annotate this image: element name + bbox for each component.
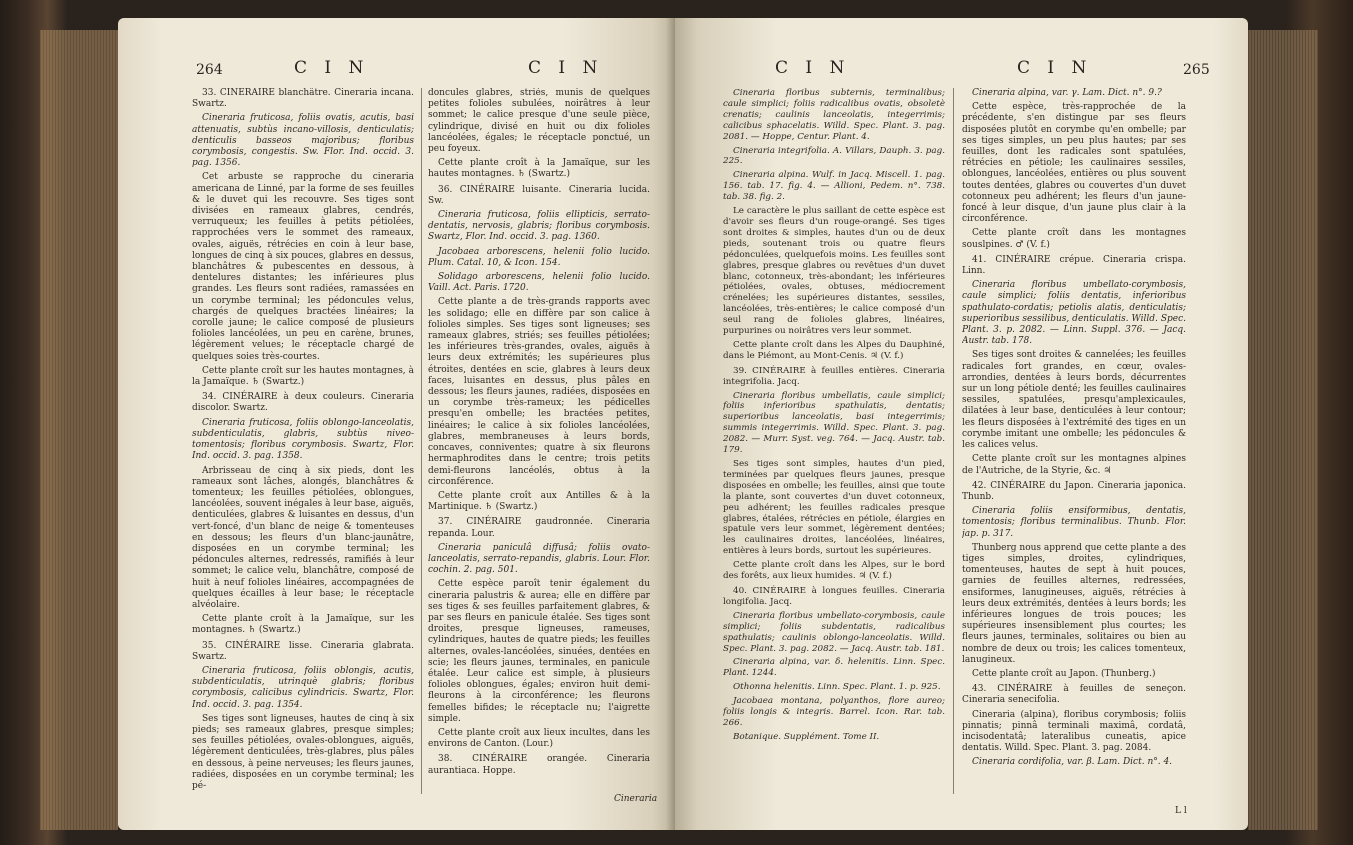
paragraph: Cineraria fruticosa, foliis oblongo-lanceolatis, subdenticulatis, glabris, subtùs niveo-tomentosis; floribus corymbosis. Swartz, Flor. Ind. occid. 3. pag. 1358. — [192, 417, 414, 462]
column-rule — [421, 88, 422, 794]
paragraph: 34. CINÉRAIRE à deux couleurs. Cineraria discolor. Swartz. — [192, 392, 414, 414]
paragraph: 42. CINÉRAIRE du Japon. Cineraria japonica. Thunb. — [962, 480, 1186, 502]
paragraph: Cineraria alpina, var. γ. Lam. Dict. n°. 9.? — [972, 88, 1162, 98]
paragraph: Jacobaea montana, polyanthos, flore aureo; foliis longis & integris. Barrel. Icon. Rar. tab. 266. — [723, 696, 945, 728]
paragraph: Cette plante croît à la Jamaïque, sur les montagnes. ♄ (Swartz.) — [192, 614, 414, 636]
paragraph: Cette plante croît dans les Alpes, sur le bord des forêts, aux lieux humides. ♃ (V. f.) — [723, 560, 945, 582]
paragraph: Arbrisseau de cinq à six pieds, dont les rameaux sont lâches, alongés, blanchâtres & tomenteux; les feuilles pétiolées, oblongues, lancéolées, souvent inégales à leur base, aiguës, denticulées, glabres & luisantes en dessus, d'un vert-foncé, d'un blanc de neige & tomenteuses en dessous; les fleurs d'un blanc-jaunâtre, disposées en un corymbe terminal; les pédoncules alternes, redressés, ramifiés à leur sommet; le calice velu, blanchâtre, composé de huit à neuf folioles linéaires, accompagnées de quelques écailles à leur base; le réceptacle alvéolaire. — [192, 465, 414, 610]
paragraph: Cette plante croît sur les hautes montagnes, à la Jamaïque. ♄ (Swartz.) — [192, 365, 414, 388]
paragraph: Cineraria integrifolia. A. Villars, Dauph. 3. pag. 225. — [723, 145, 945, 167]
paragraph: Cette plante croît aux lieux incultes, dans les environs de Canton. (Lour.) — [428, 727, 650, 750]
paragraph: Le caractère le plus saillant de cette espèce est d'avoir ses fleurs d'un rouge-orangé. Ses tiges sont droites & simples, hautes d'un ou de deux pieds, soutenant trois ou quatre fleurs pédonculées, quelquefois moins. Les feuilles sont glabres, presque glabres ou revêtues d'un duvet blanc, cotonneux, très-abondant; les inférieures pétiolées, ovales, obtuses, médiocrement crénelées; les supérieures distantes, sessiles, lancéolées, très-entières; le calice composé d'un seul rang de folioles glabres, linéaires, purpurines ou noirâtres vers leur sommet. — [723, 206, 945, 337]
paragraph: Cette plante croît aux Antilles & à la Martinique. ♄ (Swartz.) — [428, 490, 650, 513]
paragraph: Thunberg nous apprend que cette plante a des tiges simples, droites, cylindriques, tomenteuses, hautes de sept à huit pouces, garnies de feuilles alternes, redressées, ensiformes, lanugineuses, aiguës, rétrécies à leurs deux extrémités, dentées à leurs bords; les inférieures longues de trois pouces; les supérieures insensiblement plus courtes; les fleurs jaunes, terminales, solitaires ou bien au nombre de deux ou trois; les calices tomenteux, lanugineux. — [962, 542, 1186, 665]
paragraph: 43. CINÉRAIRE à feuilles de seneçon. Cineraria senecifolia. — [962, 684, 1186, 706]
paragraph: Cette plante croît au Japon. (Thunberg.) — [972, 668, 1156, 679]
page-number-left: 264 — [196, 62, 223, 78]
paragraph: 38. CINÉRAIRE orangée. Cineraria aurantiaca. Hoppe. — [428, 754, 650, 776]
right-page — [675, 18, 1248, 830]
book-spread — [118, 18, 1248, 830]
column-rule — [953, 88, 954, 794]
paragraph: Cette espèce paroît tenir également du cineraria palustris & aurea; elle en diffère par ses tiges & ses feuilles parfaitement glabres, & par ses fleurs en panicule étalée. Ses tiges sont droites, presque ligneuses, rameuses, cylindriques, hautes de quatre pieds; les feuilles alternes, ovales-lancéolées, sinuées, dentées en scie; les fleurs jaunes, terminales, en panicule étalée. Leur calice est simple, à plusieurs folioles oblongues, égales; environ huit demi-fleurons à la circonférence; les fleurons femelles bifides; le réceptacle nu; l'aigrette simple. — [428, 579, 650, 724]
paragraph: 39. CINÉRAIRE à feuilles entières. Cineraria integrifolia. Jacq. — [723, 365, 945, 387]
left-page — [118, 18, 675, 830]
page-number-right: 265 — [1183, 62, 1210, 78]
paragraph: Cineraria (alpina), floribus corymbosis; foliis pinnatis; pinnâ terminali maximâ, cordatâ, incisodentatâ; lateralibus cuneatis, apice dentatis. Willd. Spec. Plant. 3. pag. 2084. — [962, 709, 1186, 754]
paragraph: 35. CINÉRAIRE lisse. Cineraria glabrata. Swartz. — [192, 640, 414, 662]
paragraph: Ses tiges sont droites & cannelées; les feuilles radicales fort grandes, en cœur, ovales-arrondies, dentées à leurs bords, décurrentes sur un long pétiole denté; les feuilles caulinaires sessiles, spatulées, presqu'amplexicaules, dilatées à leur base, denticulées à leur contour; les fleurs disposées à l'extrémité des tiges en un corymbe imitant une ombelle; les pédoncules & les calices velus. — [962, 350, 1186, 451]
paragraph: Cineraria fruticosa, foliis ovatis, acutis, basi attenuatis, subtùs incano-villosis, denticulatis; denticulis basseos majoribus; floribus corymbosis, congestis. Sw. Flor. Ind. occid. 3. pag. 1356. — [192, 113, 414, 169]
paragraph: Ses tiges sont simples, hautes d'un pied, terminées par quelques fleurs jaunes, presque disposées en ombelle; les feuilles, ainsi que toute la plante, sont couvertes d'un duvet cotonneux, peu adhérent; les feuilles radicales presque glabres, étalées, rétrécies en pétiole, élargies en spatule vers leur sommet, légèrement dentées; les caulinaires droites, lancéolées, linéaires, entières à leurs bords, surtout les supérieures. — [723, 459, 945, 557]
running-head-left-col: C I N — [294, 58, 370, 78]
running-head-right-col: C I N — [1017, 58, 1093, 78]
paragraph: Cet arbuste se rapproche du cineraria americana de Linné, par la forme de ses feuilles & le duvet qui les recouvre. Ses tiges sont divisées en rameaux glabres, cendrés, verruqueux; les feuilles à petits pétiolées, rapprochées vers le sommet des rameaux, ovales, aiguës, rétrécies en coin à leur base, longues de cinq à six pouces, glabres en dessus, blanchâtres & pubescentes en dessous, à dentelures distantes; les inférieures plus grandes. Les fleurs sont radiées, ramassées en un corymbe terminal; les pédoncules velus, chargés de quelques bractées linéaires; la corolle jaune; le calice composé de plusieurs folioles lancéolées, un peu en carène, brunes, légèrement velues; le réceptacle chargé de quelques soies très-courtes. — [192, 172, 414, 362]
book-edge-left — [40, 30, 118, 830]
paragraph: Solidago arborescens, helenii folio lucido. Vaill. Act. Paris. 1720. — [428, 272, 650, 294]
paragraph: Cette plante croît dans les montagnes souslpines. ♂ (V. f.) — [962, 228, 1186, 250]
right-page-column-2 — [962, 88, 1186, 772]
paragraph: Cineraria paniculâ diffusâ; foliis ovato-lanceolatis, serrato-repandis, glabris. Lour. Flor. cochin. 2. pag. 501. — [428, 542, 650, 576]
paragraph: Cineraria fruticosa, foliis ellipticis, serrato-dentatis, nervosis, glabris; floribus corymbosis. Swartz, Flor. Ind. occid. 3. pag. 1360. — [428, 210, 650, 243]
paragraph: Cineraria floribus umbellatis, caule simplici; foliis inferioribus spathulatis, dentatis; superioribus lanceolatis, basi integerrimis; summis integerrimis. Willd. Spec. Plant. 3. pag. 2082. — Murr. Syst. veg. 764. — Jacq. Austr. tab. 179. — [723, 390, 945, 456]
paragraph: 41. CINÉRAIRE crépue. Cineraria crispa. Linn. — [962, 254, 1186, 277]
paragraph: Cineraria floribus umbellato-corymbosis, caule simplici; foliis dentatis, inferioribus spathulato-cordatis; petiolis alatis, denticulatis; superioribus sessilibus, denticulatis. Willd. Spec. Plant. 3. p. 2082. — Linn. Suppl. 376. — Jacq. Austr. tab. 178. — [962, 280, 1186, 347]
paragraph: Othonna helenitis. Linn. Spec. Plant. 1. p. 925. — [733, 682, 941, 693]
paragraph: Cette plante croît à la Jamaïque, sur les hautes montagnes. ♄ (Swartz.) — [428, 158, 650, 180]
signature-mark: L l — [1175, 806, 1187, 816]
left-page-column-1 — [192, 88, 414, 795]
footer-title: Botanique. Supplément. Tome II. — [733, 731, 880, 742]
paragraph: Cineraria alpina. Wulf. in Jacq. Miscell. 1. pag. 156. tab. 17. fig. 4. — Allioni, Pedem. n°. 738. tab. 38. fig. 2. — [723, 170, 945, 203]
running-head-right-col: C I N — [528, 58, 604, 78]
paragraph: Cineraria alpina, var. δ. helenitis. Linn. Spec. Plant. 1244. — [723, 657, 945, 679]
left-page-column-2 — [428, 88, 650, 780]
paragraph: Cette plante croît dans les Alpes du Dauphiné, dans le Piémont, au Mont-Cenis. ♃ (V. f.) — [723, 339, 945, 361]
right-page-column-1 — [723, 88, 945, 746]
paragraph: Ses tiges sont ligneuses, hautes de cinq à six pieds; ses rameaux glabres, presque simples; ses feuilles pétiolées, ovales-oblongues, aiguës, légèrement denticulées, très-glabres, plus pâles en dessous, à peine nerveuses; les fleurs jaunes, radiées, disposées en un corymbe terminal; les pé- — [192, 713, 414, 791]
paragraph: Cette plante croît sur les montagnes alpines de l'Autriche, de la Styrie, &c. ♃ — [962, 454, 1186, 476]
paragraph: Cette espèce, très-rapprochée de la précédente, s'en distingue par ses fleurs disposées plutôt en corymbe qu'en ombelle; par ses tiges simples, un peu plus hautes; par ses feuilles, dont les radicales sont spatulées, rétrécies en pétiole; les caulinaires sessiles, oblongues, lancéolées, entières ou plus souvent toutes dentées, glabres ou couvertes d'un duvet cotonneux peu adhérent; les fleurs d'un jaune-foncé à leur disque, d'un jaune plus clair à la circonférence. — [962, 102, 1186, 225]
paragraph: Cineraria floribus umbellato-corymbosis, caule simplici; foliis subdentatis, radicalibus spathulatis; caulinis oblongo-lanceolatis. Willd. Spec. Plant. 3. pag. 2082. — Jacq. Austr. tab. 181. — [723, 610, 945, 654]
catchword: Cineraria — [614, 794, 658, 804]
paragraph: Cette plante a de très-grands rapports avec les solidago; elle en diffère par son calice à folioles simples. Ses tiges sont ligneuses; ses rameaux glabres, striés; ses feuilles pétiolées; les inférieures très-grandes, ovales, aiguës à leurs deux extrémités; les supérieures plus étroites, dentées en scie, glabres à leurs deux faces, luisantes en dessus, plus pâles en dessous; les fleurs jaunes, radiées, disposées en un corymbe très-rameux; les pédicelles presqu'en ombelle; les bractées petites, linéaires; le calice à six folioles lancéolées, glabres, membraneuses à leurs bords, concaves, conniventes; quatre à six fleurons hermaphrodites dans le centre; trois petits demi-fleurons lancéolés, obtus à la circonférence. — [428, 297, 650, 487]
paragraph: Cineraria fruticosa, foliis oblongis, acutis, subdenticulatis, utrinquè glabris; floribus corymbosis, calicibus cylindricis. Swartz, Flor. Ind. occid. 3. pag. 1354. — [192, 665, 414, 710]
paragraph: 40. CINÉRAIRE à longues feuilles. Cineraria longifolia. Jacq. — [723, 585, 945, 607]
paragraph: Cineraria cordifolia, var. β. Lam. Dict. n°. 4. — [972, 757, 1173, 768]
paragraph: Cineraria floribus subternis, terminalibus; caule simplici; foliis radicalibus ovatis, obsoletè crenatis; caulinis lanceolatis, integerrimis; calicibus sphacelatis. Willd. Spec. Plant. 3. pag. 2081. — Hoppe, Centur. Plant. 4. — [723, 88, 945, 142]
paragraph: doncules glabres, striés, munis de quelques petites folioles subulées, noirâtres à leur sommet; le calice presque d'une seule pièce, cylindrique, divisé en huit ou dix folioles lancéolées, égales; le réceptacle ponctué, un peu foyeux. — [428, 88, 650, 155]
paragraph: 37. CINÉRAIRE gaudronnée. Cineraria repanda. Lour. — [428, 517, 650, 539]
running-head-left-col: C I N — [775, 58, 851, 78]
paragraph: 33. CINÉRAIRE blanchâtre. Cineraria incana. Swartz. — [192, 88, 414, 110]
book-edge-right — [1248, 30, 1318, 830]
paragraph: Jacobaea arborescens, helenii folio lucido. Plum. Catal. 10, & Icon. 154. — [428, 246, 650, 268]
paragraph: 36. CINÉRAIRE luisante. Cineraria lucida. Sw. — [428, 184, 650, 206]
paragraph: Cineraria foliis ensiformibus, dentatis, tomentosis; floribus terminalibus. Thunb. Flor. jap. p. 317. — [962, 506, 1186, 539]
